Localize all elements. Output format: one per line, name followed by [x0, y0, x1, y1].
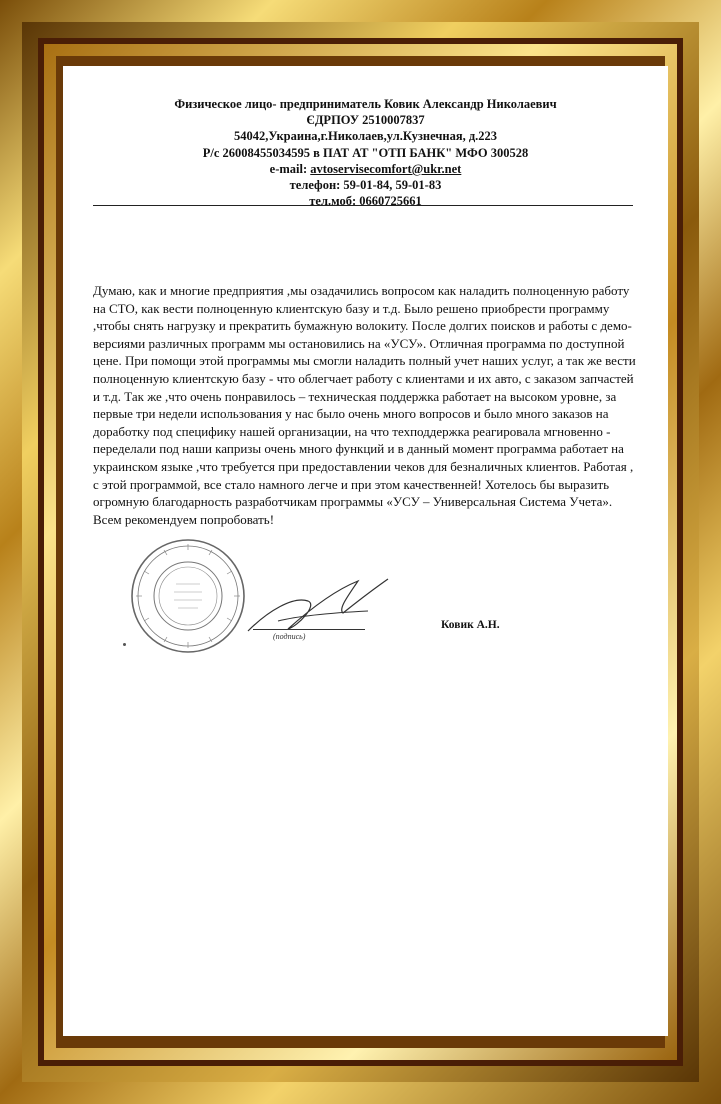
signature-line [253, 629, 365, 630]
email-link[interactable]: avtoservisecomfort@ukr.net [310, 161, 462, 176]
company-name: Физическое лицо- предприниматель Ковик Александр Николаевич [174, 97, 557, 111]
bank-account: Р/с 26008455034595 в ПАТ АТ "ОТП БАНК" МФО 300528 [202, 145, 529, 160]
round-stamp-icon [128, 536, 248, 656]
email-label: e-mail: [269, 161, 311, 176]
handwritten-signature-icon [238, 571, 403, 641]
email-line [93, 161, 638, 177]
phone-line: телефон: 59-01-84, 59-01-83 [289, 178, 442, 193]
signature-block [63, 536, 668, 666]
company-code: ЄДРПОУ 2510007837 [306, 113, 425, 128]
body-paragraph: Думаю, как и многие предприятия ,мы озадачились вопросом как наладить полноценную работу на СТО, как вести полноценную клиентскую базу и т.д. Было решено приобрести программу ,чтобы снять нагрузку и прекратить бумажную волокиту. После долгих поисков и работы с демо-версиями различных программ мы остановились на «УСУ». Отличная программа по доступной цене. При помощи этой программы мы смогли наладить полный учет наших услуг, а так же вести полноценную клиентскую базу - что облегчает работу с клиентами и их авто, с заказом запчастей и т.д. Так же ,что очень понравилось – техническая поддержка работает на высоком уровне, за первые три недели использования у нас было очень много вопросов и было много заказов на доработку под специфику нашей организации, на что техподдержка реагировала мгновенно - переделали под наши капризы очень много функций и в данный момент программа работает на украинском языке ,что требуется при предоставлении чеков для безналичных клиентов. Работая , с этой программой, все стало намного легче и при этом качественней! Хотелось бы выразить огромную благодарность разработчикам программы «УСУ – Универсальная Система Учета». Всем рекомендуем попробовать! [93, 283, 636, 527]
letterhead [93, 96, 638, 209]
ink-dot [123, 643, 126, 646]
signer-name: Ковик А.Н. [441, 619, 500, 631]
mobile-line: тел.моб: 0660725661 [309, 194, 422, 209]
header-divider [93, 205, 633, 206]
signature-caption: (подпись) [273, 632, 306, 641]
company-address: 54042,Украина,г.Николаев,ул.Кузнечная, д.223 [233, 129, 498, 144]
letter-body [93, 282, 638, 528]
letter-page [63, 66, 668, 1036]
